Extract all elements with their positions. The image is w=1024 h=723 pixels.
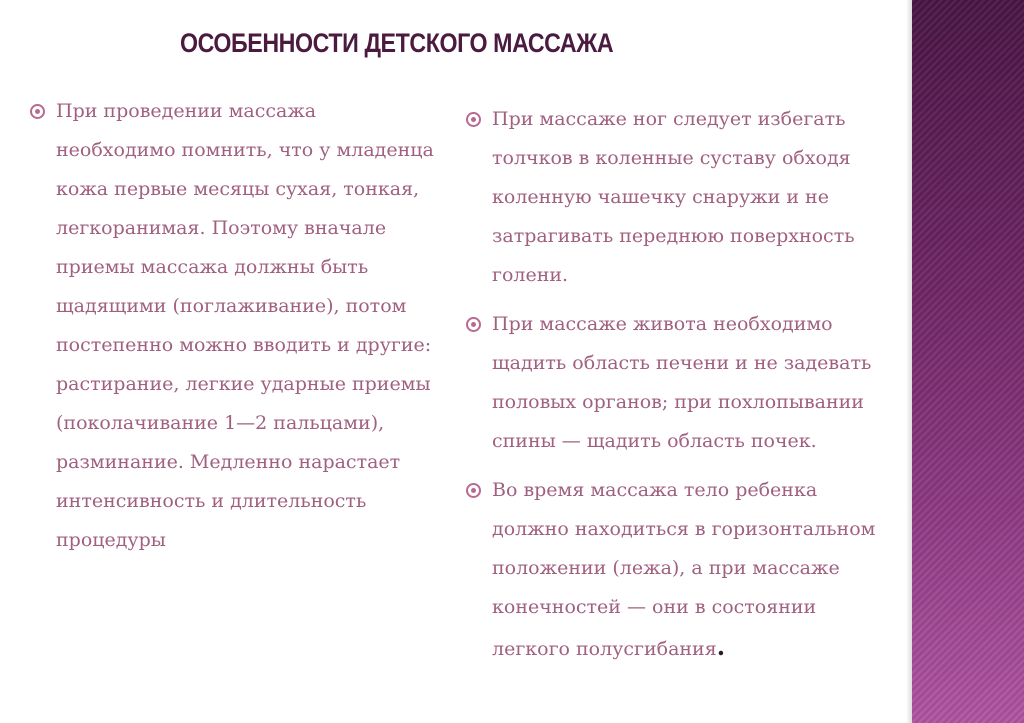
- list-item: [466, 471, 896, 669]
- circle-dot-icon: [466, 112, 481, 127]
- right-column: [466, 100, 896, 679]
- left-column: [30, 92, 440, 570]
- slide-title: ОСОБЕННОСТИ ДЕТСКОГО МАССАЖА: [180, 28, 614, 58]
- circle-dot-icon: [466, 483, 481, 498]
- list-item-text-wrap: [492, 471, 896, 669]
- final-period: .: [716, 632, 726, 661]
- list-item-text: При массаже ног следует избегать толчков в коленные суставу обходя коленную чашечку снаружи и не затрагивать переднюю поверхность голени.: [492, 108, 855, 286]
- list-item: [30, 92, 440, 560]
- circle-dot-icon: [466, 317, 481, 332]
- list-item-text: При проведении массажа необходимо помнить, что у младенца кожа первые месяцы сухая, тонкая, легкоранимая. Поэтому вначале приемы массажа должны быть щадящими (поглаживание), потом постепенно можно вводить и другие: растирание, легкие ударные приемы (поколачивание 1—2 пальцами), разминание. Медленно нарастает интенсивность и длительность процедуры: [56, 100, 434, 551]
- list-item: [466, 100, 896, 295]
- list-item-text: Во время массажа тело ребенка должно находиться в горизонтальном положении (лежа), а при массаже конечностей — они в состоянии легкого полусгибания: [492, 479, 876, 660]
- list-item: [466, 305, 896, 461]
- list-item-text: При массаже живота необходимо щадить область печени и не задевать половых органов; при похлопывании спины — щадить область почек.: [492, 313, 872, 452]
- decorative-side-band: [912, 0, 1024, 723]
- circle-dot-icon: [30, 104, 45, 119]
